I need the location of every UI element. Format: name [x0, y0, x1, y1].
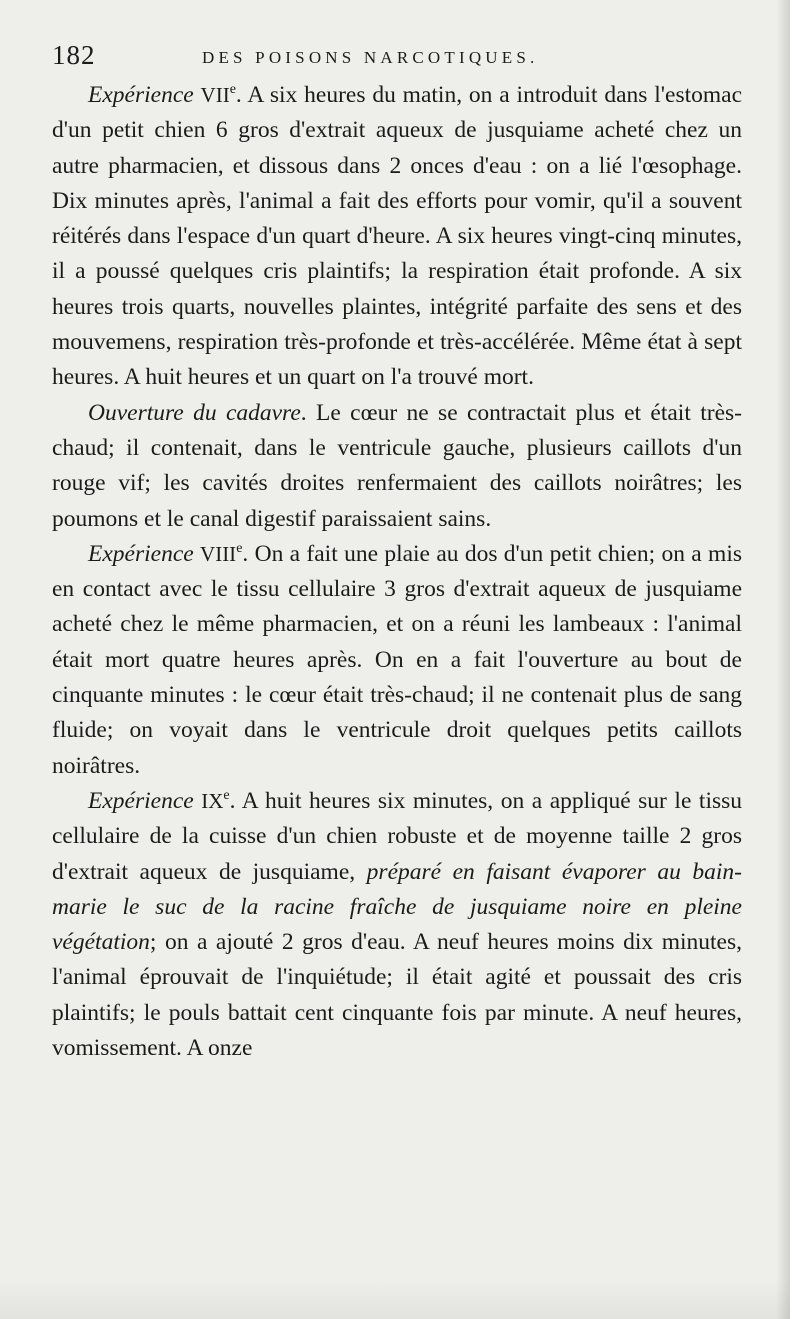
paragraph-body-continued: ; on a ajouté 2 gros d'eau. A neuf heures moins dix minutes, l'animal éprouvait de l'inquiétude; il était agité et poussait des cris plaintifs; le pouls battait cent cinquante fois par minute. A neuf heures, vomissement. A onze [52, 929, 742, 1062]
experience-label: Expérience [88, 82, 194, 108]
paragraph-body: . A huit heures six minutes, on a appliqué sur le tissu cellulaire de la cuisse d'un chien robuste et de moyenne taille 2 gros d'extrait aqueux de jusquiame, [52, 787, 743, 885]
paragraph-autopsy [52, 396, 742, 537]
experience-number: VIII [200, 541, 237, 566]
page-text-block [52, 36, 742, 1066]
page-edge-shadow [776, 0, 790, 1319]
paragraph-body: . On a fait une plaie au dos d'un petit chien; on a mis en contact avec le tissu cellulaire 3 gros d'extrait aqueux de jusquiame acheté chez le même pharmacien, et on a réuni les lambeaux : l'animal était mort quatre heures après. On en a fait l'ouverture au bout de cinquante minutes : le cœur était très-chaud; il ne contenait plus de sang fluide; on voyait dans le ventricule droit quelques petits caillots noirâtres. [52, 540, 743, 779]
autopsy-label: Ouverture du cadavre [88, 399, 301, 426]
ordinal-suffix: e [236, 540, 243, 556]
experience-label: Expérience [88, 787, 194, 814]
page-number: 182 [52, 40, 96, 70]
paragraph-body: . A six heures du matin, on a introduit dans l'estomac d'un petit chien 6 gros d'extrait aqueux de jusquiame acheté chez un autre pharmacien, et dissous dans 2 onces d'eau : on a lié l'œsophage. Dix minutes après, l'animal a fait des efforts pour vomir, qu'il a souvent réitérés dans l'espace d'un quart d'heure. A six heures vingt-cinq minutes, il a poussé quelques cris plaintifs; la respiration était profonde. A six heures trois quarts, nouvelles plaintes, intégrité parfaite des sens et des mouvemens, respiration très-profonde et très-accélérée. Même état à sept heures. A huit heures et un quart on l'a trouvé mort. [52, 82, 743, 391]
ordinal-suffix: e [229, 82, 236, 97]
experience-number: VII [200, 83, 230, 107]
italic-passage: préparé en faisant évaporer au bain-marie le suc de la racine fraîche de jusquiame noire en pleine végétation [52, 858, 742, 956]
page-bottom-shade [0, 1279, 790, 1319]
paragraph-experience-8 [52, 537, 742, 784]
experience-label: Expérience [88, 540, 194, 567]
paragraph-experience-7 [52, 78, 742, 396]
experience-number: IX [201, 788, 224, 813]
paragraph-body: . Le cœur ne se contractait plus et était très-chaud; il contenait, dans le ventricule gauche, plusieurs caillots d'un rouge vif; les cavités droites renfermaient des caillots noirâtres; les poumons et le canal digestif paraissaient sains. [52, 399, 742, 532]
ordinal-suffix: e [223, 787, 230, 803]
paragraph-experience-9 [52, 784, 742, 1066]
page-header [52, 36, 742, 78]
scan-margin [790, 0, 800, 1319]
running-title: DES POISONS NARCOTIQUES. [202, 48, 539, 67]
